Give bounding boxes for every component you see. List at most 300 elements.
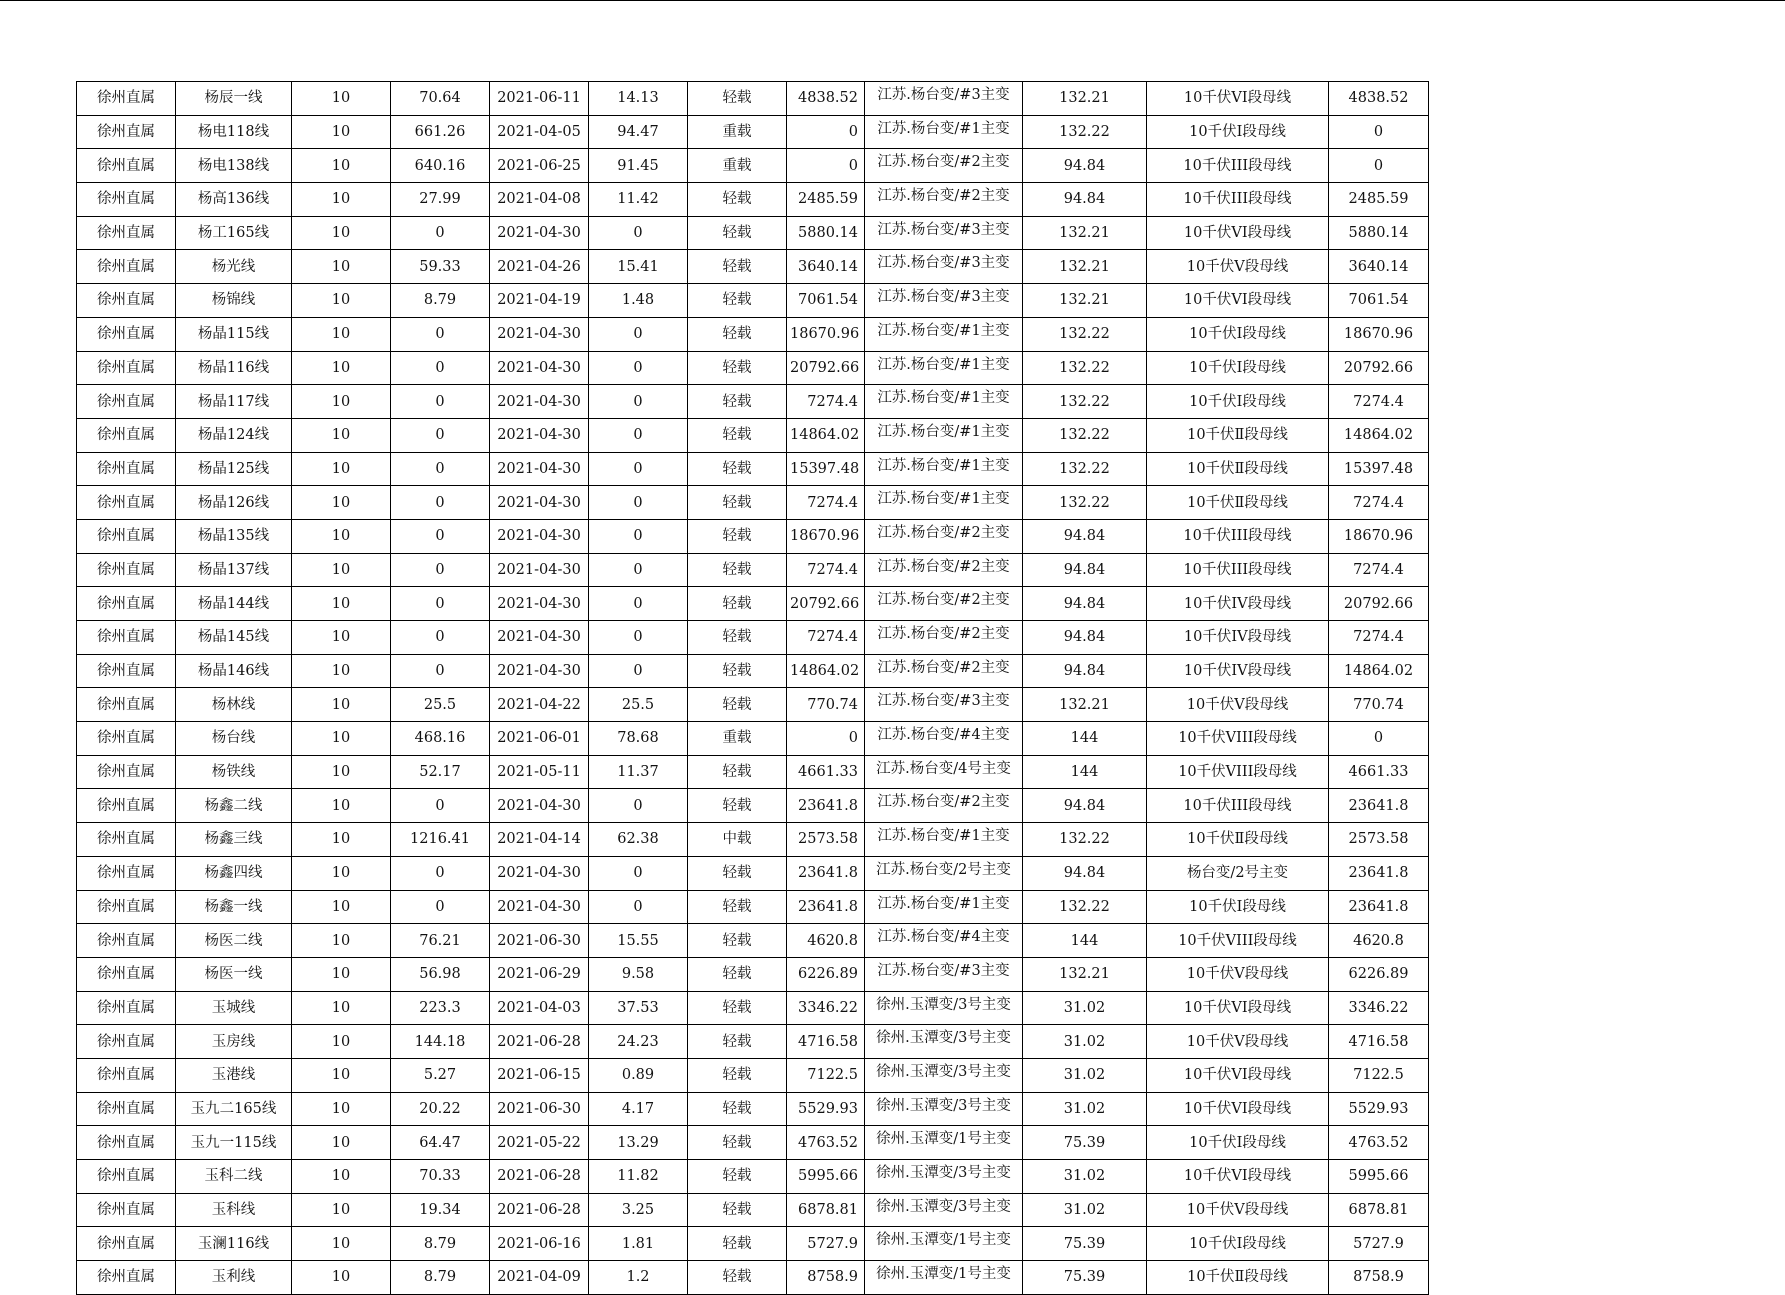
- transformer-capacity-cell: 132.21: [1023, 284, 1147, 318]
- region-cell: 徐州直属: [77, 385, 176, 419]
- load-status-cell: 轻载: [688, 418, 787, 452]
- line-name-cell: 杨鑫四线: [176, 856, 292, 890]
- date-cell: 2021-04-30: [490, 385, 589, 419]
- load-rate-cell: 1.81: [589, 1227, 688, 1261]
- busbar-cell: 10千伏Ⅴ段母线: [1147, 688, 1329, 722]
- date-cell: 2021-06-01: [490, 722, 589, 756]
- date-cell: 2021-04-30: [490, 587, 589, 621]
- voltage-cell: 10: [292, 587, 391, 621]
- line-name-cell: 玉科二线: [176, 1160, 292, 1194]
- available-capacity-cell: 15397.48: [787, 452, 865, 486]
- transformer-capacity-cell: 31.02: [1023, 991, 1147, 1025]
- voltage-cell: 10: [292, 284, 391, 318]
- load-cell: 8.79: [391, 1261, 490, 1295]
- substation-transformer-cell: 江苏.杨台变/#1主变: [865, 452, 1023, 486]
- substation-transformer-cell: 江苏.杨台变/#2主变: [865, 149, 1023, 183]
- substation-transformer-cell: 江苏.杨台变/#3主变: [865, 250, 1023, 284]
- line-name-cell: 杨电118线: [176, 115, 292, 149]
- transformer-capacity-cell: 31.02: [1023, 1193, 1147, 1227]
- table-row: [77, 654, 1429, 688]
- line-name-cell: 杨晶144线: [176, 587, 292, 621]
- table-row: [77, 1227, 1429, 1261]
- load-rate-cell: 0: [589, 486, 688, 520]
- available-capacity-cell: 5995.66: [787, 1160, 865, 1194]
- transformer-capacity-cell: 132.22: [1023, 486, 1147, 520]
- load-cell: 640.16: [391, 149, 490, 183]
- load-rate-cell: 25.5: [589, 688, 688, 722]
- load-status-cell: 轻载: [688, 924, 787, 958]
- busbar-cell: 10千伏Ⅴ段母线: [1147, 1025, 1329, 1059]
- busbar-cell: 10千伏IV段母线: [1147, 587, 1329, 621]
- date-cell: 2021-06-11: [490, 82, 589, 116]
- remaining-capacity-cell: 20792.66: [1329, 351, 1429, 385]
- region-cell: 徐州直属: [77, 1160, 176, 1194]
- load-status-cell: 轻载: [688, 1160, 787, 1194]
- line-name-cell: 杨晶146线: [176, 654, 292, 688]
- substation-transformer-cell: 江苏.杨台变/#2主变: [865, 587, 1023, 621]
- transformer-capacity-cell: 75.39: [1023, 1126, 1147, 1160]
- voltage-cell: 10: [292, 823, 391, 857]
- available-capacity-cell: 2573.58: [787, 823, 865, 857]
- date-cell: 2021-04-22: [490, 688, 589, 722]
- busbar-cell: 10千伏VI段母线: [1147, 1092, 1329, 1126]
- region-cell: 徐州直属: [77, 553, 176, 587]
- load-rate-cell: 91.45: [589, 149, 688, 183]
- date-cell: 2021-06-16: [490, 1227, 589, 1261]
- substation-transformer-cell: 江苏.杨台变/#1主变: [865, 823, 1023, 857]
- available-capacity-cell: 20792.66: [787, 587, 865, 621]
- busbar-cell: 10千伏III段母线: [1147, 789, 1329, 823]
- voltage-cell: 10: [292, 1126, 391, 1160]
- load-rate-cell: 4.17: [589, 1092, 688, 1126]
- voltage-cell: 10: [292, 149, 391, 183]
- line-name-cell: 杨晶124线: [176, 418, 292, 452]
- load-status-cell: 轻载: [688, 183, 787, 217]
- region-cell: 徐州直属: [77, 1025, 176, 1059]
- line-name-cell: 玉九二165线: [176, 1092, 292, 1126]
- busbar-cell: 10千伏Ⅰ段母线: [1147, 1227, 1329, 1261]
- region-cell: 徐州直属: [77, 856, 176, 890]
- line-name-cell: 杨台线: [176, 722, 292, 756]
- remaining-capacity-cell: 7122.5: [1329, 1058, 1429, 1092]
- transformer-capacity-cell: 94.84: [1023, 149, 1147, 183]
- table-row: [77, 1261, 1429, 1295]
- remaining-capacity-cell: 4661.33: [1329, 755, 1429, 789]
- line-name-cell: 杨晶135线: [176, 519, 292, 553]
- transformer-capacity-cell: 132.22: [1023, 452, 1147, 486]
- line-name-cell: 杨晶137线: [176, 553, 292, 587]
- date-cell: 2021-04-30: [490, 553, 589, 587]
- transformer-capacity-cell: 144: [1023, 924, 1147, 958]
- region-cell: 徐州直属: [77, 1261, 176, 1295]
- load-rate-cell: 0: [589, 385, 688, 419]
- busbar-cell: 10千伏IV段母线: [1147, 621, 1329, 655]
- line-name-cell: 杨鑫二线: [176, 789, 292, 823]
- load-rate-cell: 0: [589, 418, 688, 452]
- available-capacity-cell: 0: [787, 722, 865, 756]
- transformer-capacity-cell: 94.84: [1023, 183, 1147, 217]
- table-row: [77, 351, 1429, 385]
- busbar-cell: 10千伏VIII段母线: [1147, 755, 1329, 789]
- voltage-cell: 10: [292, 621, 391, 655]
- available-capacity-cell: 18670.96: [787, 317, 865, 351]
- load-cell: 0: [391, 621, 490, 655]
- voltage-cell: 10: [292, 486, 391, 520]
- line-name-cell: 杨晶126线: [176, 486, 292, 520]
- region-cell: 徐州直属: [77, 991, 176, 1025]
- region-cell: 徐州直属: [77, 890, 176, 924]
- region-cell: 徐州直属: [77, 654, 176, 688]
- substation-transformer-cell: 江苏.杨台变/#3主变: [865, 82, 1023, 116]
- load-status-cell: 轻载: [688, 789, 787, 823]
- date-cell: 2021-04-26: [490, 250, 589, 284]
- transformer-capacity-cell: 132.22: [1023, 115, 1147, 149]
- busbar-cell: 10千伏VI段母线: [1147, 216, 1329, 250]
- voltage-cell: 10: [292, 1092, 391, 1126]
- load-status-cell: 轻载: [688, 250, 787, 284]
- available-capacity-cell: 18670.96: [787, 519, 865, 553]
- remaining-capacity-cell: 2573.58: [1329, 823, 1429, 857]
- line-name-cell: 杨铁线: [176, 755, 292, 789]
- load-status-cell: 轻载: [688, 1058, 787, 1092]
- date-cell: 2021-06-30: [490, 924, 589, 958]
- available-capacity-cell: 4716.58: [787, 1025, 865, 1059]
- voltage-cell: 10: [292, 216, 391, 250]
- remaining-capacity-cell: 3640.14: [1329, 250, 1429, 284]
- line-name-cell: 杨晶145线: [176, 621, 292, 655]
- remaining-capacity-cell: 0: [1329, 115, 1429, 149]
- region-cell: 徐州直属: [77, 250, 176, 284]
- busbar-cell: 10千伏VI段母线: [1147, 82, 1329, 116]
- load-rate-cell: 78.68: [589, 722, 688, 756]
- load-rate-cell: 37.53: [589, 991, 688, 1025]
- load-status-cell: 轻载: [688, 216, 787, 250]
- date-cell: 2021-06-28: [490, 1025, 589, 1059]
- voltage-cell: 10: [292, 183, 391, 217]
- region-cell: 徐州直属: [77, 1058, 176, 1092]
- remaining-capacity-cell: 0: [1329, 722, 1429, 756]
- busbar-cell: 10千伏Ⅰ段母线: [1147, 385, 1329, 419]
- load-status-cell: 中载: [688, 823, 787, 857]
- voltage-cell: 10: [292, 856, 391, 890]
- available-capacity-cell: 6878.81: [787, 1193, 865, 1227]
- remaining-capacity-cell: 7061.54: [1329, 284, 1429, 318]
- region-cell: 徐州直属: [77, 317, 176, 351]
- remaining-capacity-cell: 6878.81: [1329, 1193, 1429, 1227]
- table-row: [77, 115, 1429, 149]
- load-status-cell: 轻载: [688, 351, 787, 385]
- load-rate-cell: 9.58: [589, 957, 688, 991]
- table-row: [77, 317, 1429, 351]
- load-cell: 0: [391, 587, 490, 621]
- line-name-cell: 杨晶115线: [176, 317, 292, 351]
- table-row: [77, 755, 1429, 789]
- load-cell: 0: [391, 216, 490, 250]
- date-cell: 2021-04-30: [490, 216, 589, 250]
- transformer-capacity-cell: 132.21: [1023, 957, 1147, 991]
- date-cell: 2021-04-05: [490, 115, 589, 149]
- available-capacity-cell: 4838.52: [787, 82, 865, 116]
- substation-transformer-cell: 江苏.杨台变/#4主变: [865, 722, 1023, 756]
- load-status-cell: 轻载: [688, 890, 787, 924]
- line-name-cell: 杨晶117线: [176, 385, 292, 419]
- busbar-cell: 10千伏VIII段母线: [1147, 722, 1329, 756]
- substation-transformer-cell: 徐州.玉潭变/1号主变: [865, 1261, 1023, 1295]
- date-cell: 2021-06-30: [490, 1092, 589, 1126]
- table-body: [77, 82, 1429, 1295]
- substation-transformer-cell: 徐州.玉潭变/3号主变: [865, 991, 1023, 1025]
- load-cell: 0: [391, 789, 490, 823]
- voltage-cell: 10: [292, 1193, 391, 1227]
- remaining-capacity-cell: 4838.52: [1329, 82, 1429, 116]
- table-row: [77, 82, 1429, 116]
- busbar-cell: 10千伏Ⅱ段母线: [1147, 1261, 1329, 1295]
- busbar-cell: 10千伏Ⅴ段母线: [1147, 1193, 1329, 1227]
- substation-transformer-cell: 江苏.杨台变/#3主变: [865, 957, 1023, 991]
- substation-transformer-cell: 江苏.杨台变/#4主变: [865, 924, 1023, 958]
- table-row: [77, 722, 1429, 756]
- load-rate-cell: 0: [589, 621, 688, 655]
- line-name-cell: 杨工165线: [176, 216, 292, 250]
- busbar-cell: 10千伏Ⅴ段母线: [1147, 957, 1329, 991]
- load-rate-cell: 0: [589, 351, 688, 385]
- voltage-cell: 10: [292, 1227, 391, 1261]
- region-cell: 徐州直属: [77, 351, 176, 385]
- load-status-cell: 重载: [688, 149, 787, 183]
- available-capacity-cell: 5529.93: [787, 1092, 865, 1126]
- available-capacity-cell: 7061.54: [787, 284, 865, 318]
- load-cell: 56.98: [391, 957, 490, 991]
- table-row: [77, 553, 1429, 587]
- voltage-cell: 10: [292, 924, 391, 958]
- busbar-cell: 10千伏Ⅰ段母线: [1147, 890, 1329, 924]
- remaining-capacity-cell: 23641.8: [1329, 890, 1429, 924]
- region-cell: 徐州直属: [77, 789, 176, 823]
- date-cell: 2021-04-09: [490, 1261, 589, 1295]
- busbar-cell: 10千伏III段母线: [1147, 519, 1329, 553]
- voltage-cell: 10: [292, 1261, 391, 1295]
- remaining-capacity-cell: 770.74: [1329, 688, 1429, 722]
- date-cell: 2021-05-11: [490, 755, 589, 789]
- transformer-capacity-cell: 31.02: [1023, 1025, 1147, 1059]
- voltage-cell: 10: [292, 957, 391, 991]
- region-cell: 徐州直属: [77, 621, 176, 655]
- voltage-cell: 10: [292, 654, 391, 688]
- transformer-capacity-cell: 94.84: [1023, 553, 1147, 587]
- date-cell: 2021-04-30: [490, 856, 589, 890]
- substation-transformer-cell: 江苏.杨台变/#2主变: [865, 519, 1023, 553]
- voltage-cell: 10: [292, 418, 391, 452]
- substation-transformer-cell: 江苏.杨台变/4号主变: [865, 755, 1023, 789]
- remaining-capacity-cell: 14864.02: [1329, 654, 1429, 688]
- available-capacity-cell: 3640.14: [787, 250, 865, 284]
- date-cell: 2021-04-30: [490, 351, 589, 385]
- substation-transformer-cell: 江苏.杨台变/#2主变: [865, 654, 1023, 688]
- table-row: [77, 1058, 1429, 1092]
- region-cell: 徐州直属: [77, 1193, 176, 1227]
- load-status-cell: 轻载: [688, 519, 787, 553]
- load-status-cell: 轻载: [688, 654, 787, 688]
- remaining-capacity-cell: 14864.02: [1329, 418, 1429, 452]
- load-cell: 20.22: [391, 1092, 490, 1126]
- substation-transformer-cell: 徐州.玉潭变/3号主变: [865, 1058, 1023, 1092]
- transformer-capacity-cell: 94.84: [1023, 856, 1147, 890]
- region-cell: 徐州直属: [77, 183, 176, 217]
- load-status-cell: 轻载: [688, 1092, 787, 1126]
- load-status-cell: 重载: [688, 722, 787, 756]
- region-cell: 徐州直属: [77, 1092, 176, 1126]
- voltage-cell: 10: [292, 755, 391, 789]
- available-capacity-cell: 7274.4: [787, 385, 865, 419]
- available-capacity-cell: 23641.8: [787, 789, 865, 823]
- voltage-cell: 10: [292, 890, 391, 924]
- voltage-cell: 10: [292, 1160, 391, 1194]
- remaining-capacity-cell: 4763.52: [1329, 1126, 1429, 1160]
- date-cell: 2021-04-03: [490, 991, 589, 1025]
- substation-transformer-cell: 徐州.玉潭变/3号主变: [865, 1092, 1023, 1126]
- load-rate-cell: 0: [589, 317, 688, 351]
- remaining-capacity-cell: 3346.22: [1329, 991, 1429, 1025]
- date-cell: 2021-04-14: [490, 823, 589, 857]
- table-row: [77, 149, 1429, 183]
- voltage-cell: 10: [292, 991, 391, 1025]
- load-status-cell: 轻载: [688, 486, 787, 520]
- load-cell: 70.64: [391, 82, 490, 116]
- load-rate-cell: 94.47: [589, 115, 688, 149]
- voltage-cell: 10: [292, 1058, 391, 1092]
- available-capacity-cell: 5727.9: [787, 1227, 865, 1261]
- substation-transformer-cell: 徐州.玉潭变/1号主变: [865, 1227, 1023, 1261]
- table-row: [77, 183, 1429, 217]
- substation-transformer-cell: 江苏.杨台变/#2主变: [865, 553, 1023, 587]
- substation-transformer-cell: 江苏.杨台变/#1主变: [865, 418, 1023, 452]
- load-cell: 0: [391, 317, 490, 351]
- substation-transformer-cell: 徐州.玉潭变/3号主变: [865, 1025, 1023, 1059]
- load-rate-cell: 0: [589, 553, 688, 587]
- load-status-cell: 轻载: [688, 553, 787, 587]
- transformer-capacity-cell: 94.84: [1023, 654, 1147, 688]
- load-status-cell: 轻载: [688, 587, 787, 621]
- feeder-load-table: [76, 81, 1429, 1295]
- line-name-cell: 杨晶116线: [176, 351, 292, 385]
- region-cell: 徐州直属: [77, 519, 176, 553]
- busbar-cell: 10千伏Ⅱ段母线: [1147, 452, 1329, 486]
- table-row: [77, 418, 1429, 452]
- voltage-cell: 10: [292, 1025, 391, 1059]
- transformer-capacity-cell: 132.21: [1023, 82, 1147, 116]
- available-capacity-cell: 4763.52: [787, 1126, 865, 1160]
- busbar-cell: 10千伏VI段母线: [1147, 991, 1329, 1025]
- line-name-cell: 杨光线: [176, 250, 292, 284]
- table-row: [77, 991, 1429, 1025]
- remaining-capacity-cell: 0: [1329, 149, 1429, 183]
- load-status-cell: 轻载: [688, 1193, 787, 1227]
- table-row: [77, 385, 1429, 419]
- line-name-cell: 杨晶125线: [176, 452, 292, 486]
- transformer-capacity-cell: 94.84: [1023, 621, 1147, 655]
- transformer-capacity-cell: 132.21: [1023, 250, 1147, 284]
- table-row: [77, 1092, 1429, 1126]
- line-name-cell: 杨电138线: [176, 149, 292, 183]
- available-capacity-cell: 770.74: [787, 688, 865, 722]
- load-cell: 0: [391, 418, 490, 452]
- table-row: [77, 1193, 1429, 1227]
- table-row: [77, 688, 1429, 722]
- load-rate-cell: 0: [589, 890, 688, 924]
- available-capacity-cell: 4661.33: [787, 755, 865, 789]
- line-name-cell: 杨辰一线: [176, 82, 292, 116]
- region-cell: 徐州直属: [77, 755, 176, 789]
- region-cell: 徐州直属: [77, 82, 176, 116]
- busbar-cell: 10千伏Ⅴ段母线: [1147, 250, 1329, 284]
- voltage-cell: 10: [292, 789, 391, 823]
- load-cell: 468.16: [391, 722, 490, 756]
- load-cell: 59.33: [391, 250, 490, 284]
- voltage-cell: 10: [292, 250, 391, 284]
- load-cell: 0: [391, 452, 490, 486]
- busbar-cell: 10千伏Ⅰ段母线: [1147, 317, 1329, 351]
- busbar-cell: 10千伏Ⅱ段母线: [1147, 823, 1329, 857]
- voltage-cell: 10: [292, 688, 391, 722]
- available-capacity-cell: 2485.59: [787, 183, 865, 217]
- load-rate-cell: 0: [589, 587, 688, 621]
- line-name-cell: 玉利线: [176, 1261, 292, 1295]
- load-rate-cell: 1.48: [589, 284, 688, 318]
- remaining-capacity-cell: 7274.4: [1329, 486, 1429, 520]
- load-cell: 1216.41: [391, 823, 490, 857]
- table-row: [77, 823, 1429, 857]
- substation-transformer-cell: 江苏.杨台变/#1主变: [865, 890, 1023, 924]
- load-status-cell: 轻载: [688, 856, 787, 890]
- load-cell: 19.34: [391, 1193, 490, 1227]
- load-status-cell: 轻载: [688, 1126, 787, 1160]
- line-name-cell: 玉澜116线: [176, 1227, 292, 1261]
- available-capacity-cell: 23641.8: [787, 890, 865, 924]
- remaining-capacity-cell: 7274.4: [1329, 621, 1429, 655]
- load-rate-cell: 15.55: [589, 924, 688, 958]
- voltage-cell: 10: [292, 385, 391, 419]
- table-row: [77, 250, 1429, 284]
- load-status-cell: 轻载: [688, 82, 787, 116]
- remaining-capacity-cell: 23641.8: [1329, 789, 1429, 823]
- load-cell: 27.99: [391, 183, 490, 217]
- load-status-cell: 轻载: [688, 755, 787, 789]
- table-row: [77, 621, 1429, 655]
- transformer-capacity-cell: 132.22: [1023, 385, 1147, 419]
- transformer-capacity-cell: 132.22: [1023, 418, 1147, 452]
- date-cell: 2021-06-28: [490, 1160, 589, 1194]
- busbar-cell: 10千伏VI段母线: [1147, 284, 1329, 318]
- transformer-capacity-cell: 132.22: [1023, 823, 1147, 857]
- load-status-cell: 轻载: [688, 621, 787, 655]
- load-cell: 0: [391, 654, 490, 688]
- remaining-capacity-cell: 8758.9: [1329, 1261, 1429, 1295]
- available-capacity-cell: 7274.4: [787, 621, 865, 655]
- load-cell: 223.3: [391, 991, 490, 1025]
- substation-transformer-cell: 江苏.杨台变/#3主变: [865, 216, 1023, 250]
- transformer-capacity-cell: 144: [1023, 722, 1147, 756]
- data-table-sheet: [76, 81, 1429, 1295]
- load-status-cell: 轻载: [688, 452, 787, 486]
- transformer-capacity-cell: 75.39: [1023, 1227, 1147, 1261]
- load-status-cell: 轻载: [688, 957, 787, 991]
- load-status-cell: 轻载: [688, 284, 787, 318]
- region-cell: 徐州直属: [77, 284, 176, 318]
- table-row: [77, 924, 1429, 958]
- load-cell: 0: [391, 486, 490, 520]
- available-capacity-cell: 14864.02: [787, 654, 865, 688]
- substation-transformer-cell: 江苏.杨台变/#3主变: [865, 688, 1023, 722]
